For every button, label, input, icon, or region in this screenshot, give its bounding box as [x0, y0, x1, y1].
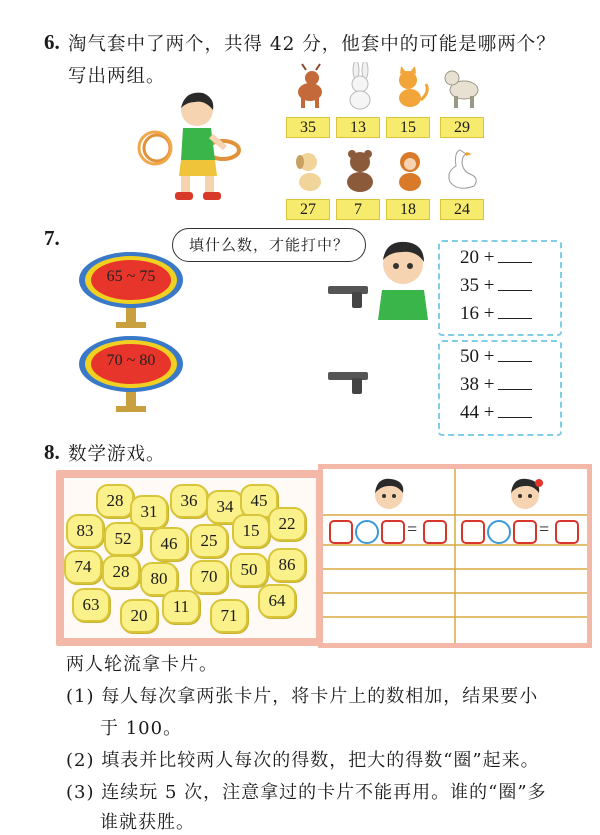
game-intro: 两人轮流拿卡片。	[66, 654, 218, 675]
bear-icon	[338, 146, 382, 194]
number-card[interactable]: 31	[130, 495, 168, 529]
answer-blank[interactable]	[498, 276, 532, 291]
number-card[interactable]: 52	[104, 522, 142, 556]
deer-icon	[288, 62, 332, 110]
score-box: 29	[440, 117, 484, 138]
rule-3-line1: (3) 连续玩 5 次，注意拿过的卡片不能再用。谁的“圈”多	[66, 782, 547, 803]
rabbit-icon	[338, 62, 382, 110]
answer-blank[interactable]	[498, 347, 532, 362]
score-box: 15	[386, 117, 430, 138]
equation-line: 50 +	[460, 346, 532, 368]
number-card[interactable]: 50	[230, 553, 268, 587]
rule-3-line2: 谁就获胜。	[100, 812, 195, 833]
dog-icon	[288, 146, 332, 194]
number-card[interactable]: 64	[258, 584, 296, 618]
score-table	[318, 464, 592, 648]
equal-sign: =	[539, 519, 550, 539]
boy-throwing-rings-illustration	[125, 88, 255, 208]
answer-blank[interactable]	[498, 403, 532, 418]
girl-face-icon	[505, 475, 545, 511]
goose-icon	[440, 146, 484, 194]
equation-line: 20 +	[460, 247, 532, 269]
equal-sign: =	[407, 519, 418, 539]
number-card[interactable]: 71	[210, 599, 248, 633]
score-table-grid	[323, 469, 587, 643]
number-card[interactable]: 20	[120, 599, 158, 633]
toy-gun-icon	[326, 366, 374, 396]
question-6-text-line2: 写出两组。	[68, 66, 166, 87]
target-board-2	[76, 334, 186, 416]
number-card[interactable]: 86	[268, 548, 306, 582]
question-6-number: 6.	[44, 30, 60, 54]
score-box: 27	[286, 199, 330, 220]
number-card[interactable]: 28	[96, 484, 134, 518]
number-card[interactable]: 11	[162, 590, 200, 624]
number-card[interactable]: 46	[150, 527, 188, 561]
addend-box[interactable]	[513, 520, 537, 544]
cat-icon	[388, 62, 432, 110]
score-box: 24	[440, 199, 484, 220]
answer-blank[interactable]	[498, 248, 532, 263]
target-1-range: 65 ~ 75	[106, 268, 156, 285]
target-2-range: 70 ~ 80	[106, 352, 156, 369]
number-card[interactable]: 25	[190, 524, 228, 558]
equation-line: 35 +	[460, 275, 532, 297]
addend-box[interactable]	[381, 520, 405, 544]
answer-blank[interactable]	[498, 304, 532, 319]
target-board-1	[76, 250, 186, 332]
speech-bubble	[172, 228, 366, 262]
thinking-boy-illustration	[370, 236, 436, 320]
question-8-number: 8.	[44, 440, 60, 464]
operator-circle[interactable]	[487, 520, 511, 544]
score-box: 7	[336, 199, 380, 220]
number-card[interactable]: 83	[66, 514, 104, 548]
number-card[interactable]: 80	[140, 562, 178, 596]
score-box: 35	[286, 117, 330, 138]
question-6-text: 淘气套中了两个，共得 42 分，他套中的可能是哪两个？	[68, 34, 556, 55]
boy-face-icon	[371, 475, 407, 511]
rule-2: (2) 填表并比较两人每次的得数，把大的得数“圈”起来。	[66, 750, 540, 771]
equation-line: 44 +	[460, 402, 532, 424]
score-box: 18	[386, 199, 430, 220]
goat-icon	[440, 62, 484, 110]
number-card[interactable]: 22	[268, 507, 306, 541]
operator-circle[interactable]	[355, 520, 379, 544]
rule-1-line2: 于 100。	[100, 718, 183, 739]
number-card[interactable]: 70	[190, 560, 228, 594]
number-card[interactable]: 15	[232, 514, 270, 548]
number-card[interactable]: 28	[102, 555, 140, 589]
number-card[interactable]: 74	[64, 550, 102, 584]
number-card[interactable]: 34	[206, 490, 244, 524]
answer-blank[interactable]	[498, 375, 532, 390]
sum-box[interactable]	[423, 520, 447, 544]
sum-box[interactable]	[555, 520, 579, 544]
addend-box[interactable]	[329, 520, 353, 544]
rule-1-line1: (1) 每人每次拿两张卡片，将卡片上的数相加，结果要小	[66, 686, 539, 707]
addend-box[interactable]	[461, 520, 485, 544]
score-box: 13	[336, 117, 380, 138]
question-7-number: 7.	[44, 226, 60, 250]
speech-bubble-text: 填什么数，才能打中？	[188, 236, 349, 254]
number-card[interactable]: 45	[240, 484, 278, 518]
equation-line: 16 +	[460, 303, 532, 325]
number-card[interactable]: 63	[72, 588, 110, 622]
toy-gun-icon	[326, 280, 374, 310]
monkey-icon	[388, 146, 432, 194]
number-card[interactable]: 36	[170, 484, 208, 518]
equation-line: 38 +	[460, 374, 532, 396]
question-8-title: 数学游戏。	[68, 444, 166, 465]
